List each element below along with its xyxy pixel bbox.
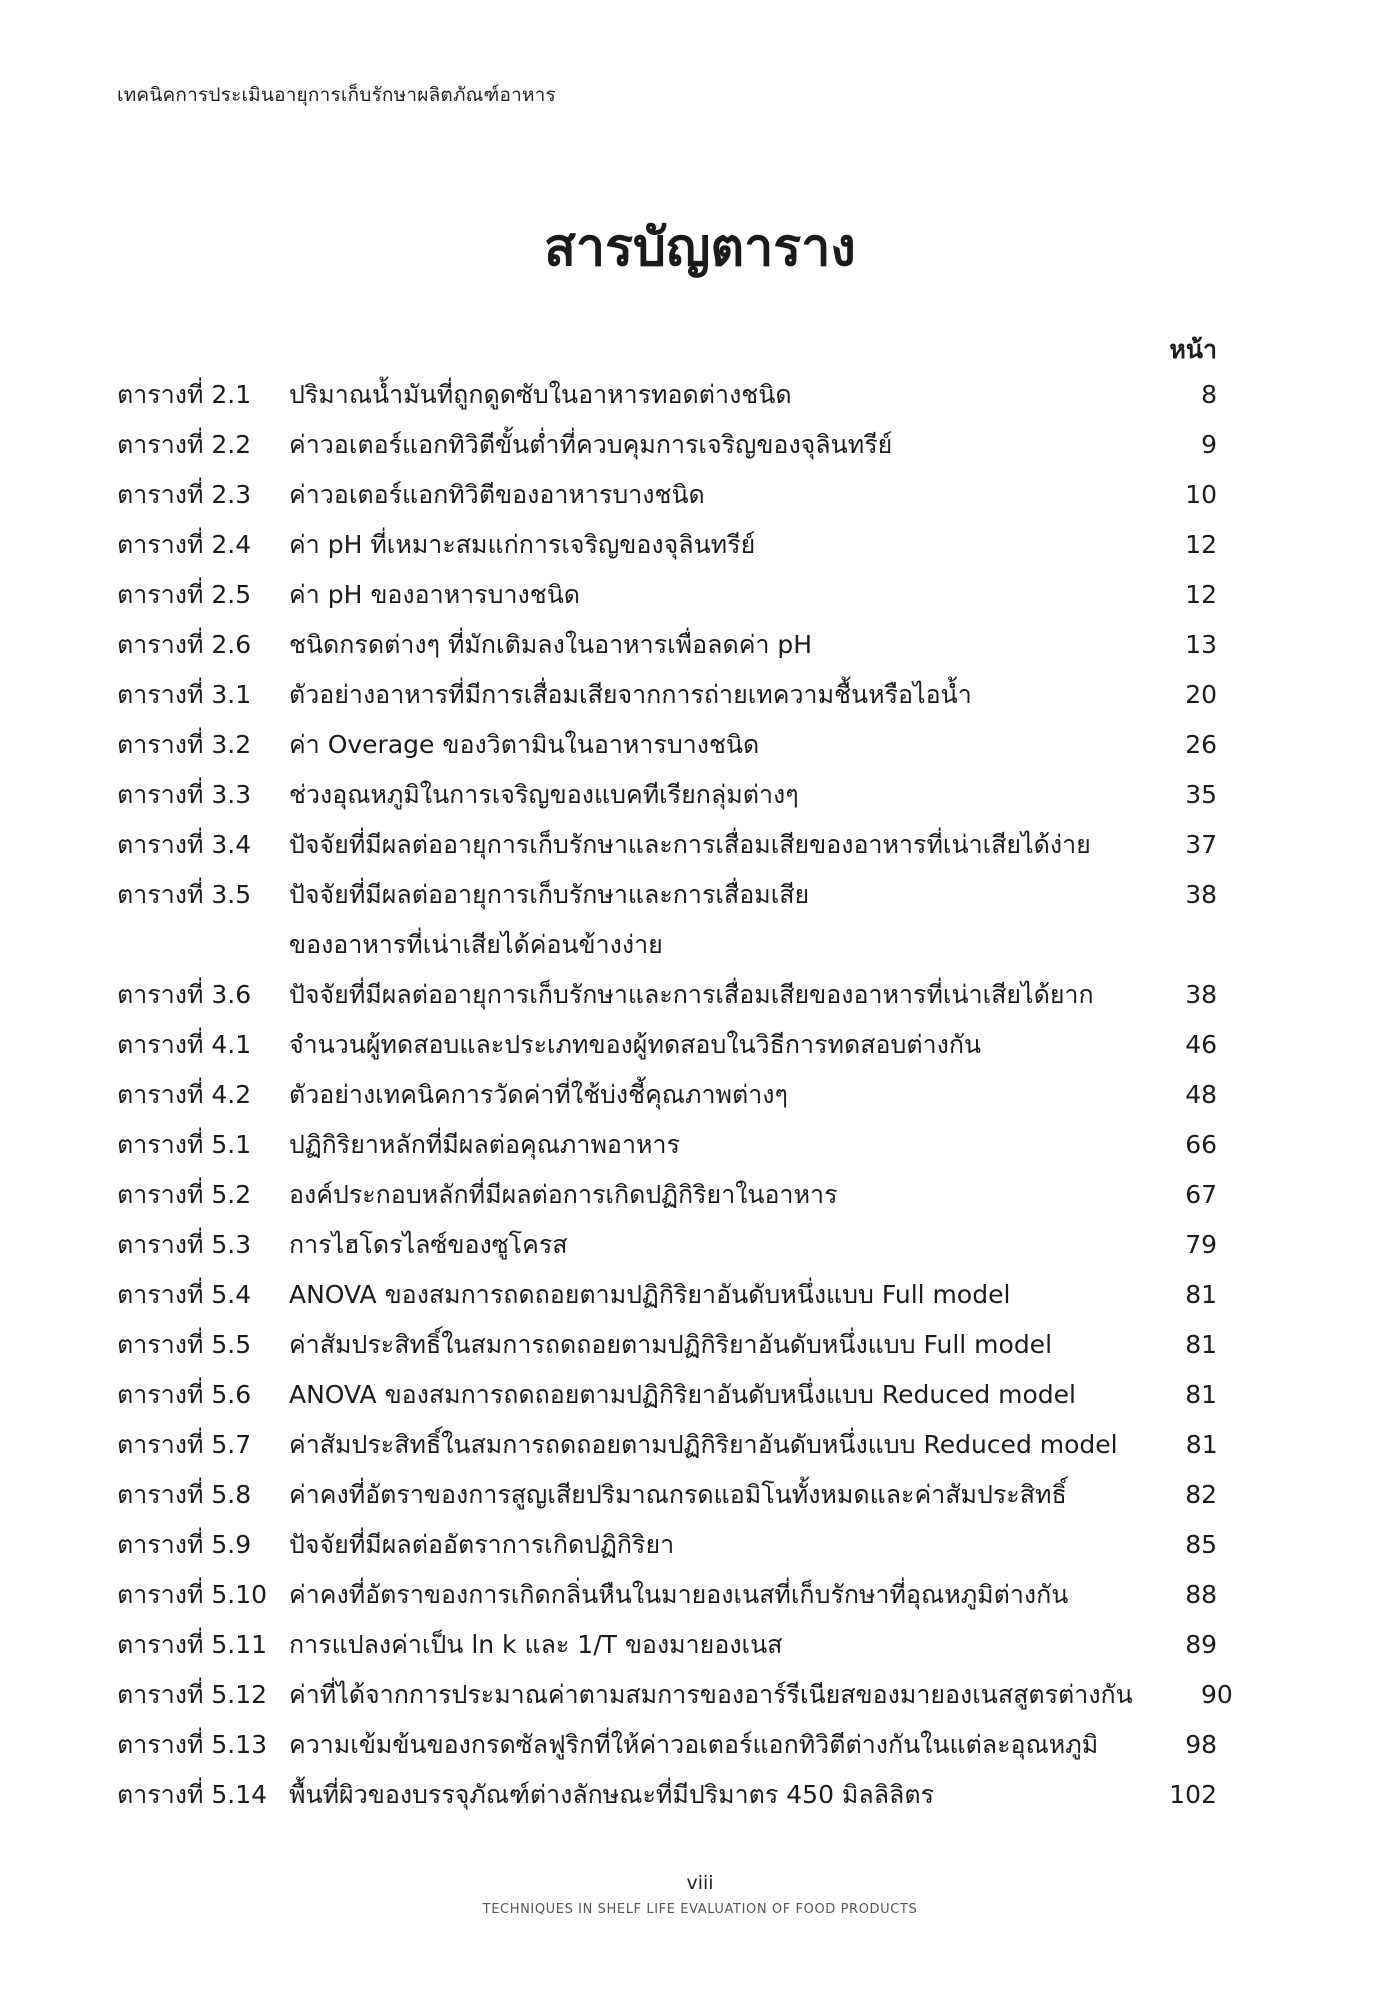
toc-entry[interactable] — [117, 370, 1217, 420]
toc-entry[interactable] — [117, 1720, 1217, 1770]
toc-entry-title-line: ค่าที่ได้จากการประมาณค่าตามสมการของอาร์รีเนียสของมายองเนสสูตรต่างกัน — [289, 1680, 1133, 1709]
toc-entry[interactable] — [117, 1170, 1217, 1220]
toc-entry[interactable] — [117, 870, 1217, 970]
toc-entry-title-line: ตัวอย่างเทคนิคการวัดค่าที่ใช้บ่งชี้คุณภาพต่างๆ — [289, 1080, 788, 1109]
toc-entry-title-line: ANOVA ของสมการถดถอยตามปฏิกิริยาอันดับหนึ่งแบบ Reduced model — [289, 1380, 1076, 1409]
toc-entry[interactable] — [117, 1320, 1217, 1370]
toc-entry-title-line: ค่าวอเตอร์แอกทิวิตีขั้นต่ำที่ควบคุมการเจริญของจุลินทรีย์ — [289, 430, 893, 459]
toc-entry-title — [289, 1620, 1127, 1670]
toc-entry[interactable] — [117, 670, 1217, 720]
toc-entry-title — [289, 470, 1127, 520]
toc-entry-label: ตารางที่ 2.5 — [117, 580, 252, 609]
toc-entry-page: 66 — [1185, 1130, 1217, 1159]
toc-entry-title — [289, 1170, 1127, 1220]
toc-entry-title — [289, 1470, 1127, 1520]
toc-entry-page: 48 — [1185, 1080, 1217, 1109]
toc-entry-label: ตารางที่ 5.10 — [117, 1580, 268, 1609]
toc-entry-title — [289, 1520, 1127, 1570]
toc-entry-page: 85 — [1185, 1530, 1217, 1559]
toc-entry-page: 81 — [1185, 1330, 1217, 1359]
toc-entry-label: ตารางที่ 2.3 — [117, 480, 252, 509]
toc-entry-label: ตารางที่ 5.14 — [117, 1780, 268, 1809]
toc-entry-label: ตารางที่ 3.6 — [117, 980, 252, 1009]
toc-entry-title — [289, 520, 1127, 570]
toc-entry-title-line: ช่วงอุณหภูมิในการเจริญของแบคทีเรียกลุ่มต่างๆ — [289, 780, 799, 809]
toc-entry-title — [289, 370, 1127, 420]
toc-entry-page: 81 — [1185, 1430, 1218, 1459]
toc-entry-page: 8 — [1201, 380, 1217, 409]
toc-entry-label: ตารางที่ 3.5 — [117, 880, 252, 909]
toc-entry-title — [289, 1320, 1127, 1370]
toc-entry-page: 90 — [1200, 1680, 1233, 1709]
toc-entry-page: 13 — [1185, 630, 1217, 659]
toc-entry-label: ตารางที่ 3.4 — [117, 830, 252, 859]
toc-entry-title — [289, 1420, 1128, 1470]
toc-entry-title-line: ชนิดกรดต่างๆ ที่มักเติมลงในอาหารเพื่อลดค่า pH — [289, 630, 813, 659]
toc-entry-title — [289, 1070, 1127, 1120]
toc-entry-title — [289, 1720, 1127, 1770]
toc-entry-page: 38 — [1185, 980, 1217, 1009]
toc-entry-title — [289, 820, 1127, 870]
footer-page-number: viii — [686, 1872, 714, 1894]
toc-entry-label: ตารางที่ 3.1 — [117, 680, 252, 709]
toc-entry-page: 89 — [1185, 1630, 1217, 1659]
toc-entry-page: 12 — [1185, 530, 1217, 559]
toc-entry[interactable] — [117, 620, 1217, 670]
toc-entry-page: 67 — [1185, 1180, 1217, 1209]
toc-entry-title-line: การไฮโดรไลซ์ของซูโครส — [289, 1230, 568, 1259]
toc-entry-label: ตารางที่ 5.1 — [117, 1130, 252, 1159]
toc-entry-title-line: การแปลงค่าเป็น ln k และ 1/T ของมายองเนส — [289, 1630, 783, 1659]
toc-entry-label: ตารางที่ 5.3 — [117, 1230, 252, 1259]
toc-entry-label: ตารางที่ 5.13 — [117, 1730, 268, 1759]
toc-entry[interactable] — [117, 1220, 1217, 1270]
toc-entry[interactable] — [117, 1070, 1217, 1120]
toc-entry[interactable] — [117, 1120, 1217, 1170]
toc-entry-title — [289, 1220, 1127, 1270]
toc-entry-page: 26 — [1185, 730, 1217, 759]
toc-entry-label: ตารางที่ 2.1 — [117, 380, 252, 409]
toc-entry-page: 82 — [1185, 1480, 1217, 1509]
toc-entry-title — [289, 1570, 1127, 1620]
toc-entry[interactable] — [117, 770, 1217, 820]
toc-entry-title-line: ค่าคงที่อัตราของการสูญเสียปริมาณกรดแอมิโนทั้งหมดและค่าสัมประสิทธิ์ — [289, 1480, 1067, 1509]
running-head: เทคนิคการประเมินอายุการเก็บรักษาผลิตภัณฑ์อาหาร — [117, 84, 556, 106]
toc-entry[interactable] — [117, 1570, 1217, 1620]
toc-entry-title-line: องค์ประกอบหลักที่มีผลต่อการเกิดปฏิกิริยาในอาหาร — [289, 1180, 838, 1209]
toc-entry-title-line: ค่า Overage ของวิตามินในอาหารบางชนิด — [289, 730, 760, 759]
toc-entry[interactable] — [117, 1370, 1217, 1420]
toc-entry[interactable] — [117, 1520, 1217, 1570]
toc-entry-title-line: ค่า pH ที่เหมาะสมแก่การเจริญของจุลินทรีย์ — [289, 530, 756, 559]
toc-entry-title-line: จำนวนผู้ทดสอบและประเภทของผู้ทดสอบในวิธีการทดสอบต่างกัน — [289, 1030, 982, 1059]
toc-entry-title-line: ค่าคงที่อัตราของการเกิดกลิ่นหืนในมายองเนสที่เก็บรักษาที่อุณหภูมิต่างกัน — [289, 1580, 1069, 1609]
toc-entry-page: 9 — [1201, 430, 1217, 459]
toc-entry-title-line: ปัจจัยที่มีผลต่ออายุการเก็บรักษาและการเสื่อมเสีย — [289, 880, 810, 909]
toc-entry-label: ตารางที่ 5.12 — [117, 1680, 268, 1709]
toc-entry-label: ตารางที่ 5.9 — [117, 1530, 252, 1559]
toc-entry-page: 10 — [1185, 480, 1217, 509]
toc-entry-label: ตารางที่ 5.4 — [117, 1280, 252, 1309]
toc-entry-title — [289, 620, 1127, 670]
toc-entry-title — [289, 1120, 1127, 1170]
toc-entry-title-line: ค่าสัมประสิทธิ์ในสมการถดถอยตามปฏิกิริยาอันดับหนึ่งแบบ Reduced model — [289, 1430, 1118, 1459]
toc-entry-label: ตารางที่ 2.6 — [117, 630, 252, 659]
toc-entry-label: ตารางที่ 5.5 — [117, 1330, 252, 1359]
toc-entry-label: ตารางที่ 2.4 — [117, 530, 252, 559]
toc-entry-page: 38 — [1185, 880, 1217, 909]
table-of-tables-list — [117, 370, 1233, 1820]
toc-entry[interactable] — [117, 1620, 1217, 1670]
toc-entry-title-line: ปริมาณน้ำมันที่ถูกดูดซับในอาหารทอดต่างชนิด — [289, 380, 792, 409]
toc-entry[interactable] — [117, 1770, 1217, 1820]
page-column-header: หน้า — [1169, 335, 1217, 364]
toc-entry-title — [289, 420, 1127, 470]
toc-entry-page: 81 — [1185, 1280, 1217, 1309]
toc-entry-title — [289, 1670, 1143, 1720]
toc-entry-label: ตารางที่ 3.2 — [117, 730, 252, 759]
toc-entry[interactable] — [117, 970, 1217, 1020]
toc-entry[interactable] — [117, 420, 1217, 470]
toc-entry-label: ตารางที่ 5.6 — [117, 1380, 252, 1409]
toc-entry-label: ตารางที่ 5.11 — [117, 1630, 268, 1659]
toc-entry-label: ตารางที่ 2.2 — [117, 430, 252, 459]
toc-entry-title-line: ตัวอย่างอาหารที่มีการเสื่อมเสียจากการถ่ายเทความชื้นหรือไอน้ำ — [289, 680, 972, 709]
toc-entry-page: 20 — [1185, 680, 1217, 709]
footer-caption: TECHNIQUES IN SHELF LIFE EVALUATION OF FOOD PRODUCTS — [482, 1902, 918, 1917]
toc-entry-title — [289, 770, 1127, 820]
toc-entry-page: 35 — [1185, 780, 1217, 809]
toc-entry-page: 46 — [1185, 1030, 1217, 1059]
toc-entry[interactable] — [117, 1270, 1217, 1320]
toc-entry[interactable] — [117, 1020, 1217, 1070]
toc-entry-page: 79 — [1185, 1230, 1217, 1259]
toc-entry-title-line: ปัจจัยที่มีผลต่ออายุการเก็บรักษาและการเสื่อมเสียของอาหารที่เน่าเสียได้ง่าย — [289, 830, 1091, 859]
toc-entry[interactable] — [117, 1670, 1233, 1720]
toc-entry-title-line: ปัจจัยที่มีผลต่ออัตราการเกิดปฏิกิริยา — [289, 1530, 675, 1559]
toc-entry-label: ตารางที่ 5.8 — [117, 1480, 252, 1509]
toc-entry-title-line: ความเข้มข้นของกรดซัลฟูริกที่ให้ค่าวอเตอร์แอกทิวิตีต่างกันในแต่ละอุณหภูมิ — [289, 1730, 1099, 1759]
toc-entry-page: 12 — [1185, 580, 1217, 609]
toc-entry[interactable] — [117, 820, 1217, 870]
toc-entry-label: ตารางที่ 5.7 — [117, 1430, 252, 1459]
toc-entry-page: 88 — [1185, 1580, 1217, 1609]
toc-entry-page: 98 — [1185, 1730, 1217, 1759]
toc-entry-label: ตารางที่ 4.2 — [117, 1080, 252, 1109]
toc-entry[interactable] — [117, 1470, 1217, 1520]
toc-entry[interactable] — [117, 520, 1217, 570]
toc-entry-title-line: ค่าวอเตอร์แอกทิวิตีของอาหารบางชนิด — [289, 480, 705, 509]
toc-entry-label: ตารางที่ 5.2 — [117, 1180, 252, 1209]
toc-entry-title-line: ANOVA ของสมการถดถอยตามปฏิกิริยาอันดับหนึ่งแบบ Full model — [289, 1280, 1011, 1309]
toc-entry[interactable] — [117, 470, 1217, 520]
toc-entry-page: 81 — [1185, 1380, 1217, 1409]
toc-entry[interactable] — [117, 1420, 1217, 1470]
toc-entry-title — [289, 1020, 1127, 1070]
page-title: สารบัญตาราง — [544, 218, 856, 278]
toc-entry-title — [289, 1770, 1127, 1820]
toc-entry-page: 37 — [1185, 830, 1217, 859]
toc-entry-title-line: ของอาหารที่เน่าเสียได้ค่อนข้างง่าย — [289, 930, 663, 959]
toc-entry-label: ตารางที่ 3.3 — [117, 780, 252, 809]
toc-entry-title-line: ค่า pH ของอาหารบางชนิด — [289, 580, 581, 609]
toc-entry-title — [289, 1270, 1127, 1320]
toc-entry[interactable] — [117, 720, 1217, 770]
toc-entry-title-line: ปฏิกิริยาหลักที่มีผลต่อคุณภาพอาหาร — [289, 1130, 680, 1159]
toc-entry-title-line: ปัจจัยที่มีผลต่ออายุการเก็บรักษาและการเสื่อมเสียของอาหารที่เน่าเสียได้ยาก — [289, 980, 1094, 1009]
toc-entry-title — [289, 870, 1127, 970]
toc-entry-title — [289, 1370, 1127, 1420]
toc-entry-title — [289, 670, 1127, 720]
toc-entry-title — [289, 570, 1127, 620]
toc-entry[interactable] — [117, 570, 1217, 620]
toc-entry-title — [289, 970, 1127, 1020]
toc-entry-title — [289, 720, 1127, 770]
toc-entry-label: ตารางที่ 4.1 — [117, 1030, 252, 1059]
toc-entry-title-line: พื้นที่ผิวของบรรจุภัณฑ์ต่างลักษณะที่มีปริมาตร 450 มิลลิลิตร — [289, 1780, 935, 1809]
toc-entry-title-line: ค่าสัมประสิทธิ์ในสมการถดถอยตามปฏิกิริยาอันดับหนึ่งแบบ Full model — [289, 1330, 1053, 1359]
toc-entry-page: 102 — [1169, 1780, 1217, 1809]
